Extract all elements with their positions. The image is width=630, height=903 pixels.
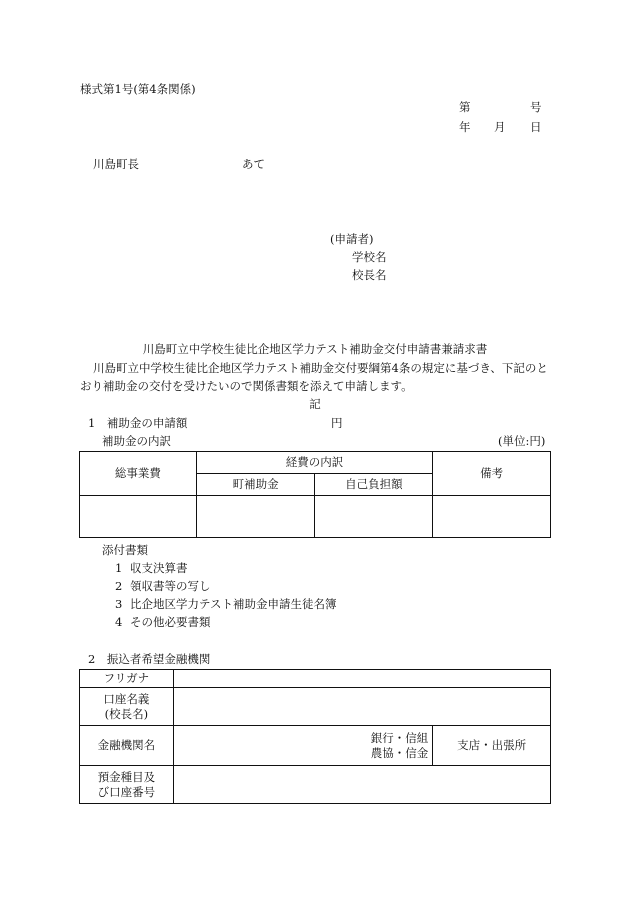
attachment-num: 1 — [115, 561, 123, 575]
account-name-label — [80, 688, 174, 726]
deposit-cell[interactable] — [173, 766, 550, 804]
bank-types-line-1: 銀行・信組 — [370, 731, 429, 746]
town-subsidy-cell[interactable] — [196, 496, 315, 538]
document-title: 川島町立中学校生徒比企地区学力テスト補助金交付申請書兼請求書 — [142, 342, 488, 356]
attachment-text: 収支決算書 — [130, 561, 188, 575]
addressee-ate: あて — [242, 157, 265, 171]
subsidy-breakdown-table — [79, 451, 551, 538]
account-name-line-1: 口座名義 — [103, 692, 150, 707]
form-label: 様式第1号(第4条関係) — [80, 82, 196, 96]
section2-heading: 2 振込者希望金融機関 — [88, 652, 211, 666]
ki-label: 記 — [309, 397, 321, 411]
applicant-label: (申請者) — [330, 232, 374, 246]
attachment-text: その他必要書類 — [130, 615, 211, 629]
remarks-header: 備考 — [433, 452, 551, 496]
self-burden-header: 自己負担額 — [315, 474, 433, 496]
account-name-cell[interactable] — [173, 688, 550, 726]
town-subsidy-header: 町補助金 — [196, 474, 315, 496]
expense-breakdown-header: 経費の内訳 — [196, 452, 432, 474]
attachment-num: 2 — [115, 579, 123, 593]
section1-heading: 1 補助金の申請額 — [88, 416, 188, 430]
furigana-label: フリガナ — [80, 670, 174, 688]
date-month: 月 — [494, 120, 506, 134]
unit-label: (単位:円) — [498, 434, 546, 448]
attachments-heading: 添付書類 — [102, 543, 148, 557]
attachment-num: 4 — [115, 615, 123, 629]
deposit-label — [80, 766, 174, 804]
addressee-name: 川島町長 — [93, 157, 139, 171]
applicant-principal: 校長名 — [352, 268, 387, 282]
body-line-1: 川島町立中学校生徒比企地区学力テスト補助金交付要綱第4条の規定に基づき、下記のと — [93, 361, 548, 375]
furigana-cell[interactable] — [173, 670, 550, 688]
attachment-text: 領収書等の写し — [130, 579, 211, 593]
bank-types-line-2: 農協・信金 — [370, 745, 429, 760]
date-year: 年 — [459, 120, 471, 134]
breakdown-label: 補助金の内訳 — [102, 434, 171, 448]
section1-yen: 円 — [331, 416, 343, 430]
number-go: 号 — [530, 100, 542, 114]
branch-cell[interactable]: 支店・出張所 — [433, 726, 551, 766]
bank-info-table — [79, 669, 551, 804]
self-burden-cell[interactable] — [315, 496, 433, 538]
total-cost-header: 総事業費 — [80, 452, 197, 496]
remarks-cell[interactable] — [433, 496, 551, 538]
total-cost-cell[interactable] — [80, 496, 197, 538]
account-name-line-2: (校長名) — [104, 706, 149, 721]
body-line-2: おり補助金の交付を受けたいので関係書類を添えて申請します。 — [80, 379, 413, 393]
date-day: 日 — [530, 120, 542, 134]
attachment-num: 3 — [115, 597, 123, 611]
institution-cell[interactable] — [173, 726, 432, 766]
deposit-line-1: 預金種目及 — [97, 770, 156, 785]
applicant-school: 学校名 — [352, 250, 387, 264]
number-dai: 第 — [459, 100, 471, 114]
institution-label: 金融機関名 — [80, 726, 174, 766]
attachment-text: 比企地区学力テスト補助金申請生徒名簿 — [130, 597, 337, 611]
deposit-line-2: び口座番号 — [97, 784, 156, 799]
